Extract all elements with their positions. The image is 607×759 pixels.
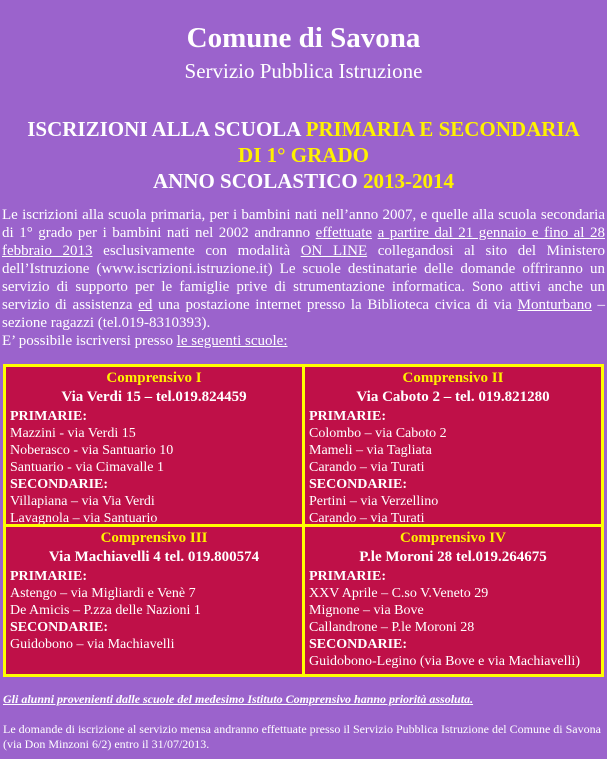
intro-s4: esclusivamente con modalità — [103, 243, 291, 259]
intro-s1: Le iscrizioni alla scuola primaria, per i bambini nati nell’anno 2007, e quelle alla scuola secondaria di 1° grado per i bambini nati nel 2002 andranno — [2, 207, 605, 241]
school-item: Mignone – via Bove — [309, 603, 424, 618]
primary-label: PRIMARIE: — [309, 409, 386, 424]
intro-s2: effettuate — [315, 225, 373, 241]
school-item: Mameli – via Tagliata — [309, 443, 432, 458]
school-card — [305, 527, 601, 674]
intro-s8: una postazione internet presso la Biblioteca civica di via — [158, 297, 512, 313]
headline — [0, 116, 607, 194]
page-title: Comune di Savona — [186, 22, 421, 54]
school-address: Via Caboto 2 – tel. 019.821280 — [356, 389, 550, 405]
headline-part2: PRIMARIA E SECONDARIA — [305, 117, 580, 141]
primary-label: PRIMARIE: — [309, 569, 386, 584]
school-item: Carando – via Turati — [309, 511, 425, 524]
school-item: Villapiana – via Via Verdi — [10, 494, 155, 509]
school-address: Via Machiavelli 4 tel. 019.800574 — [48, 549, 260, 565]
intro-s7: ed — [138, 297, 153, 313]
headline-part4: ANNO SCOLASTICO — [152, 169, 358, 193]
secondary-label: SECONDARIE: — [309, 477, 408, 492]
school-item: Colombo – via Caboto 2 — [309, 426, 447, 441]
school-item: Guidobono – via Machiavelli — [10, 637, 175, 652]
school-name: Comprensivo II — [402, 370, 504, 386]
school-item: Carando – via Turati — [309, 460, 425, 475]
primary-label: PRIMARIE: — [10, 409, 87, 424]
school-address: Via Verdi 15 – tel.019.824459 — [61, 389, 247, 405]
secondary-label: SECONDARIE: — [10, 477, 109, 492]
school-item: Lavagnola – via Santuario — [10, 511, 158, 524]
intro-online: ON LINE — [300, 243, 368, 259]
headline-part3: DI 1° GRADO — [238, 143, 369, 167]
intro-dates: a partire dal 21 gennaio e fino al 28 febbraio 2013 — [2, 225, 605, 259]
school-item: Callandrone – P.le Moroni 28 — [309, 620, 475, 635]
intro-s6: collegandosi al sito del Ministero dell’Istruzione (www.iscrizioni.istruzione.it) Le scuole destinatarie delle domande offriranno un servizio di supporto per le famiglie prive di strumentazione informatica. Sono attivi anche un servizio di assistenza — [2, 243, 606, 313]
school-item: Astengo – via Migliardi e Venè 7 — [10, 586, 196, 601]
school-item: XXV Aprile – C.so V.Veneto 29 — [309, 586, 489, 601]
secondary-label: SECONDARIE: — [10, 620, 109, 635]
mensa-note: Le domande di iscrizione al servizio mensa andranno effettuate presso il Servizio Pubblica Istruzione del Comune di Savona (via Don Minzoni 6/2) entro il 31/07/2013. — [3, 722, 601, 751]
school-name: Comprensivo IV — [400, 530, 506, 546]
intro-s11: E’ possibile iscriversi presso — [2, 333, 173, 349]
primary-label: PRIMARIE: — [10, 569, 87, 584]
intro-s10: – sezione ragazzi (tel.019-8310393). — [2, 297, 606, 331]
school-name: Comprensivo III — [100, 530, 208, 546]
headline-part1: ISCRIZIONI ALLA SCUOLA — [27, 117, 301, 141]
school-name: Comprensivo I — [106, 370, 202, 386]
school-card — [6, 527, 302, 674]
school-card — [6, 367, 302, 524]
priority-note: Gli alunni provenienti dalle scuole del medesimo Istituto Comprensivo hanno priorità assoluta. — [3, 692, 474, 706]
intro-s9: Monturbano — [517, 297, 592, 313]
school-item: De Amicis – P.zza delle Nazioni 1 — [10, 603, 201, 618]
school-address: P.le Moroni 28 tel.019.264675 — [359, 549, 547, 565]
page-subtitle: Servizio Pubblica Istruzione — [184, 59, 423, 83]
school-item: Santuario - via Cimavalle 1 — [10, 460, 164, 475]
school-item: Mazzini - via Verdi 15 — [10, 426, 136, 441]
school-item: Guidobono-Legino (via Bove e via Machiavelli) — [309, 654, 580, 669]
school-item: Noberasco - via Santuario 10 — [10, 443, 174, 458]
schools-grid — [3, 364, 604, 677]
school-item: Pertini – via Verzellino — [309, 494, 439, 509]
intro-paragraph — [2, 206, 605, 350]
intro-s12: le seguenti scuole: — [176, 333, 288, 349]
school-card — [305, 367, 601, 524]
headline-part5: 2013-2014 — [363, 169, 455, 193]
secondary-label: SECONDARIE: — [309, 637, 408, 652]
